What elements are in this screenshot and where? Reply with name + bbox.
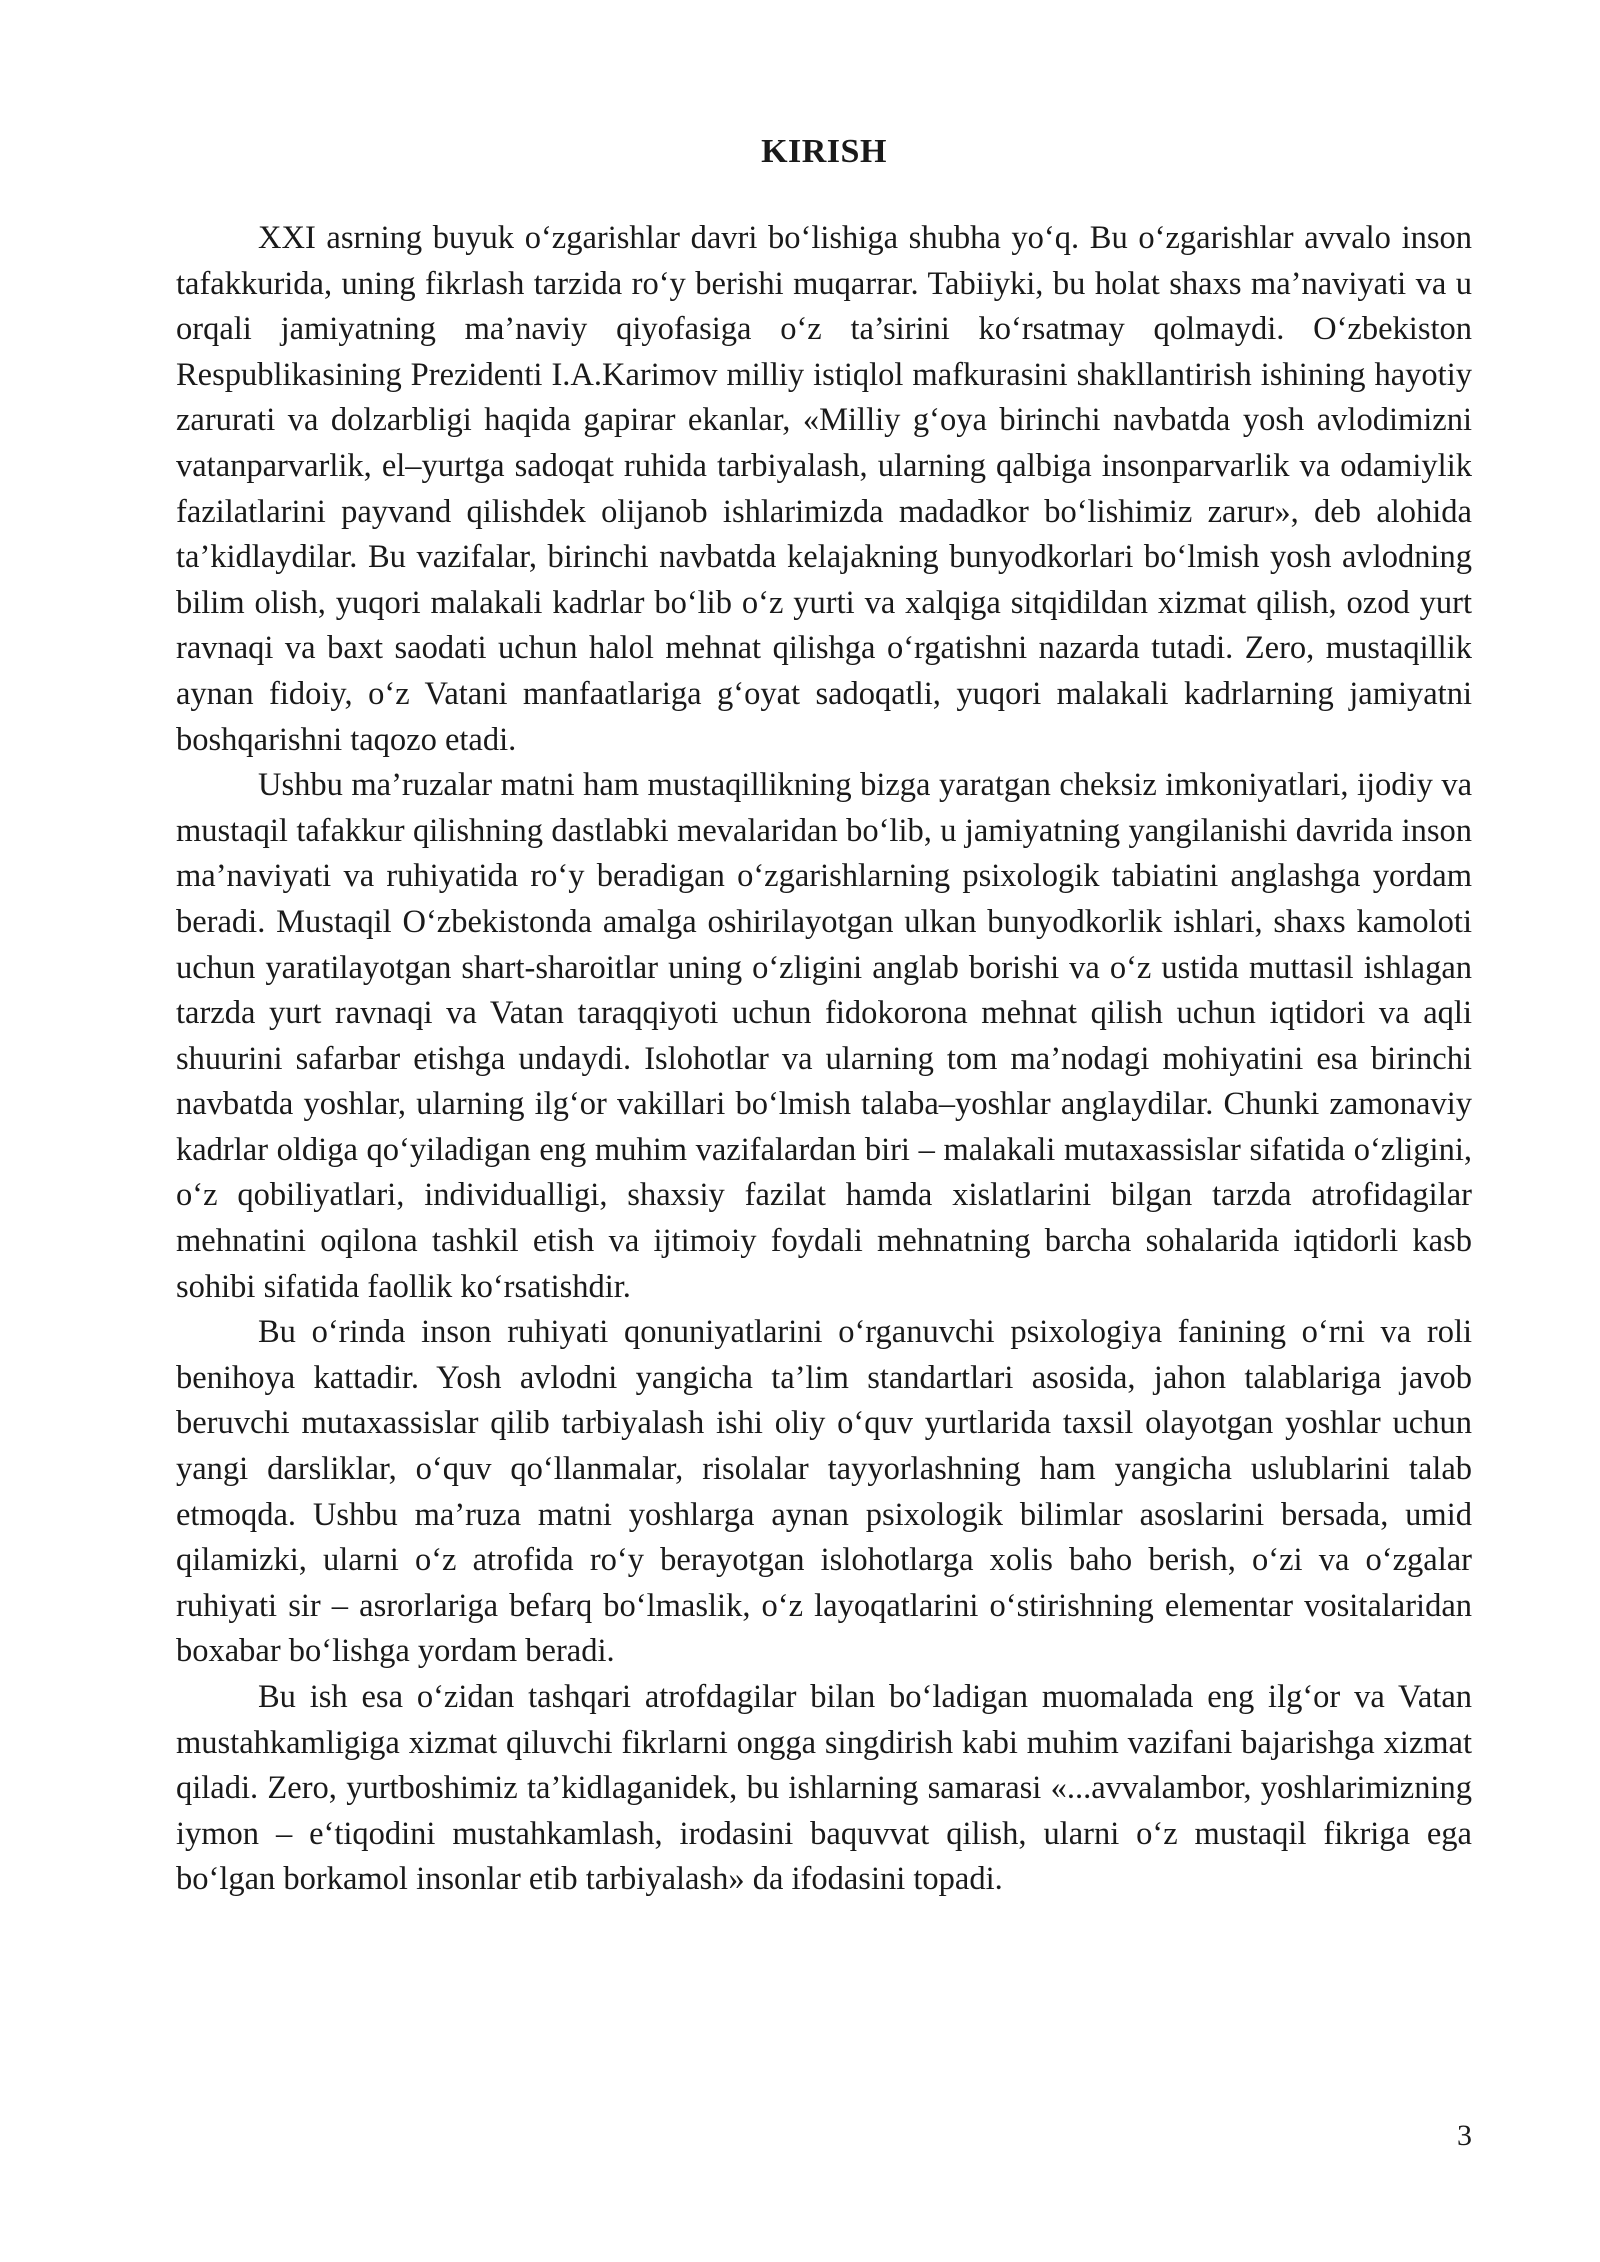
page-content	[176, 130, 1472, 1903]
paragraph-1: XXI asrning buyuk o‘zgarishlar davri bo‘lishiga shubha yo‘q. Bu o‘zgarishlar avvalo inson tafakkurida, uning fikrlash tarzida ro‘y berishi muqarrar. Tabiiyki, bu holat shaxs ma’naviyati va u orqali jamiyatning ma’naviy qiyofasiga o‘z ta’sirini ko‘rsatmay qolmaydi. O‘zbekiston Respublikasining Prezidenti I.A.Karimov milliy istiqlol mafkurasini shakllantirish ishining hayotiy zarurati va dolzarbligi haqida gapirar ekanlar, «Milliy g‘oya birinchi navbatda yosh avlodimizni vatanparvarlik, el–yurtga sadoqat ruhida tarbiyalash, ularning qalbiga insonparvarlik va odamiylik fazilatlarini payvand qilishdek olijanob ishlarimizda madadkor bo‘lishimiz zarur», deb alohida ta’kidlaydilar. Bu vazifalar, birinchi navbatda kelajakning bunyodkorlari bo‘lmish yosh avlodning bilim olish, yuqori malakali kadrlar bo‘lib o‘z yurti va xalqiga sitqidildan xizmat qilish, ozod yurt ravnaqi va baxt saodati uchun halol mehnat qilishga o‘rgatishni nazarda tutadi. Zero, mustaqillik aynan fidoiy, o‘z Vatani manfaatlariga g‘oyat sadoqatli, yuqori malakali kadrlarning jamiyatni boshqarishni taqozo etadi.	[176, 220, 1472, 758]
page-title: KIRISH	[761, 133, 887, 170]
paragraph-2: Ushbu ma’ruzalar matni ham mustaqillikning bizga yaratgan cheksiz imkoniyatlari, ijodiy va mustaqil tafakkur qilishning dastlabki mevalaridan bo‘lib, u jamiyatning yangilanishi davrida inson ma’naviyati va ruhiyatida ro‘y beradigan o‘zgarishlarning psixologik tabiatini anglashga yordam beradi. Mustaqil O‘zbekistonda amalga oshirilayotgan ulkan bunyodkorlik ishlari, shaxs kamoloti uchun yaratilayotgan shart-sharoitlar uning o‘zligini anglab borishi va o‘z ustida muttasil ishlagan tarzda yurt ravnaqi va Vatan taraqqiyoti uchun fidokorona mehnat qilish uchun iqtidori va aqli shuurini safarbar etishga undaydi. Islohotlar va ularning tom ma’nodagi mohiyatini esa birinchi navbatda yoshlar, ularning ilg‘or vakillari bo‘lmish talaba–yoshlar anglaydilar. Chunki zamonaviy kadrlar oldiga qo‘yiladigan eng muhim vazifalardan biri – malakali mutaxassislar sifatida o‘zligini, o‘z qobiliyatlari, individualligi, shaxsiy fazilat hamda xislatlarini bilgan tarzda atrofidagilar mehnatini oqilona tashkil etish va ijtimoiy foydali mehnatning barcha sohalarida iqtidorli kasb sohibi sifatida faollik ko‘rsatishdir.	[176, 767, 1472, 1305]
page-number: 3	[1457, 2119, 1472, 2152]
paragraph-4: Bu ish esa o‘zidan tashqari atrofdagilar bilan bo‘ladigan muomalada eng ilg‘or va Vatan mustahkamligiga xizmat qiluvchi fikrlarni ongga singdirish kabi muhim vazifani bajarishga xizmat qiladi. Zero, yurtboshimiz ta’kidlaganidek, bu ishlarning samarasi «...avvalambor, yoshlarimizning iymon – e‘tiqodini mustahkamlash, irodasini baquvvat qilish, ularni o‘z mustaqil fikriga ega bo‘lgan borkamol insonlar etib tarbiyalash» da ifodasini topadi.	[176, 1679, 1472, 1898]
paragraph-3: Bu o‘rinda inson ruhiyati qonuniyatlarini o‘rganuvchi psixologiya fanining o‘rni va roli benihoya kattadir. Yosh avlodni yangicha ta’lim standartlari asosida, jahon talablariga javob beruvchi mutaxassislar qilib tarbiyalash ishi oliy o‘quv yurtlarida taxsil olayotgan yoshlar uchun yangi darsliklar, o‘quv qo‘llanmalar, risolalar tayyorlashning ham yangicha uslublarini talab etmoqda. Ushbu ma’ruza matni yoshlarga aynan psixologik bilimlar asoslarini bersada, umid qilamizki, ularni o‘z atrofida ro‘y berayotgan islohotlarga xolis baho berish, o‘zi va o‘zgalar ruhiyati sir – asrorlariga befarq bo‘lmaslik, o‘z layoqatlarini o‘stirishning elementar vositalaridan boxabar bo‘lishga yordam beradi.	[176, 1314, 1472, 1670]
